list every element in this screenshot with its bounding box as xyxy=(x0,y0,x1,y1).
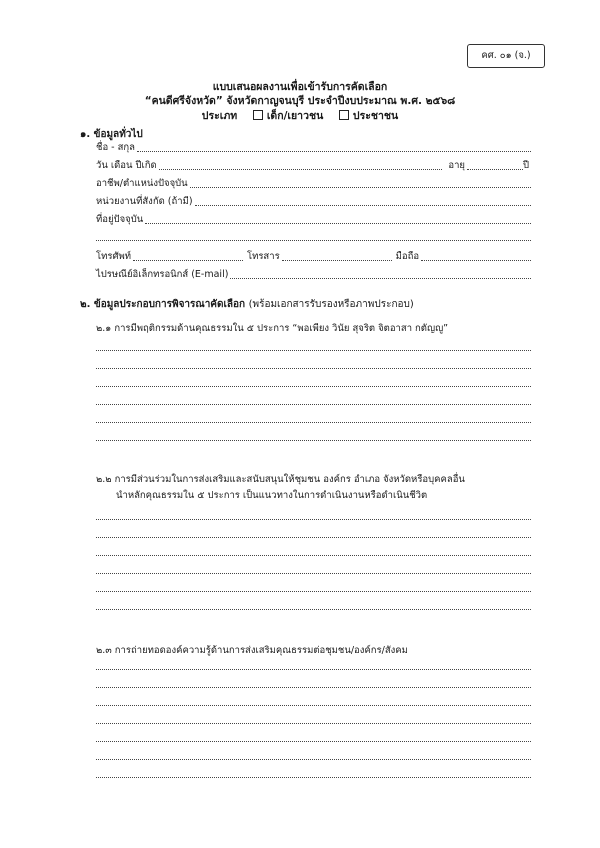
occupation-label: อาชีพ/ตำแหน่งปัจจุบัน xyxy=(96,178,188,189)
agency-label: หน่วยงานที่สังกัด (ถ้ามี) xyxy=(96,196,193,207)
name-field[interactable] xyxy=(96,141,531,155)
form-code-badge: คศ. ๐๑ (จ.) xyxy=(467,44,545,68)
address-line-2[interactable] xyxy=(96,240,531,241)
item-2-1-line[interactable] xyxy=(96,440,531,441)
item-2-3-line[interactable] xyxy=(96,723,531,724)
item-2-2-line[interactable] xyxy=(96,609,531,610)
fax-label: โทรสาร xyxy=(246,251,280,262)
age-field[interactable] xyxy=(467,169,523,170)
item-2-3-line[interactable] xyxy=(96,759,531,760)
item-2-3-line[interactable] xyxy=(96,705,531,706)
address-field[interactable] xyxy=(96,213,531,227)
contact-row xyxy=(96,250,531,264)
item-2-1-line[interactable] xyxy=(96,422,531,423)
occupation-field[interactable] xyxy=(96,177,531,191)
item-2-1-line[interactable] xyxy=(96,386,531,387)
section2-heading: ๒. ข้อมูลประกอบการพิจารณาคัดเลือก (พร้อมเอกสารรับรองหรือภาพประกอบ) xyxy=(80,299,414,310)
item-2-1-label: ๒.๑ การมีพฤติกรรมด้านคุณธรรมใน ๕ ประการ “พอเพียง วินัย สุจริต จิตอาสา กตัญญู” xyxy=(96,323,449,334)
item-2-3-line[interactable] xyxy=(96,741,531,742)
email-field[interactable] xyxy=(96,268,531,282)
email-label: ไปรษณีย์อิเล็กทรอนิกส์ (E-mail) xyxy=(96,269,229,280)
item-2-2-line[interactable] xyxy=(96,573,531,574)
item-2-3-label: ๒.๓ การถ่ายทอดองค์ความรู้ด้านการส่งเสริมคุณธรรมต่อชุมชน/องค์กร/สังคม xyxy=(96,645,408,656)
mobile-label: มือถือ xyxy=(395,251,420,262)
name-label: ชื่อ - สกุล xyxy=(96,142,135,153)
category-selector xyxy=(0,107,600,124)
section1-heading: ๑. ข้อมูลทั่วไป xyxy=(80,129,143,140)
item-2-2-line[interactable] xyxy=(96,519,531,520)
section2-heading-note: (พร้อมเอกสารรับรองหรือภาพประกอบ) xyxy=(248,299,414,310)
birthdate-label: วัน เดือน ปีเกิด xyxy=(96,160,157,171)
form-title: แบบเสนอผลงานเพื่อเข้ารับการคัดเลือก xyxy=(212,81,388,93)
item-2-1-line[interactable] xyxy=(96,368,531,369)
item-2-2-line[interactable] xyxy=(96,591,531,592)
checkbox-youth[interactable] xyxy=(253,110,263,120)
checkbox-youth-label: เด็ก/เยาวชน xyxy=(266,110,324,122)
birth-age-row xyxy=(96,159,531,173)
checkbox-public[interactable] xyxy=(339,110,349,120)
item-2-2-line[interactable] xyxy=(96,555,531,556)
item-2-2-label: ๒.๒ การมีส่วนร่วมในการส่งเสริมและสนับสนุนให้ชุมชน องค์กร อำเภอ จังหวัดหรือบุคคลอื่น xyxy=(96,474,465,485)
item-2-3-line[interactable] xyxy=(96,777,531,778)
item-2-2-line[interactable] xyxy=(96,537,531,538)
birthdate-field[interactable] xyxy=(159,169,443,170)
item-2-1-line[interactable] xyxy=(96,350,531,351)
year-unit-label: ปี xyxy=(522,160,529,171)
item-2-3-line[interactable] xyxy=(96,669,531,670)
form-subtitle: “คนดีศรีจังหวัด” จังหวัดกาญจนบุรี ประจำปีงบประมาณ พ.ศ. ๒๕๖๘ xyxy=(144,95,456,107)
category-label: ประเภท xyxy=(201,110,238,122)
fax-field[interactable] xyxy=(282,260,392,261)
item-2-3-line[interactable] xyxy=(96,687,531,688)
item-2-2-label-cont: นำหลักคุณธรรมใน ๕ ประการ เป็นแนวทางในการดำเนินงานหรือดำเนินชีวิต xyxy=(116,490,428,501)
age-label: อายุ xyxy=(448,160,465,171)
phone-label: โทรศัพท์ xyxy=(96,251,132,262)
item-2-1-line[interactable] xyxy=(96,404,531,405)
mobile-field[interactable] xyxy=(421,260,531,261)
address-label: ที่อยู่ปัจจุบัน xyxy=(96,214,144,225)
phone-field[interactable] xyxy=(133,260,243,261)
agency-field[interactable] xyxy=(96,195,531,209)
checkbox-public-label: ประชาชน xyxy=(352,110,399,122)
